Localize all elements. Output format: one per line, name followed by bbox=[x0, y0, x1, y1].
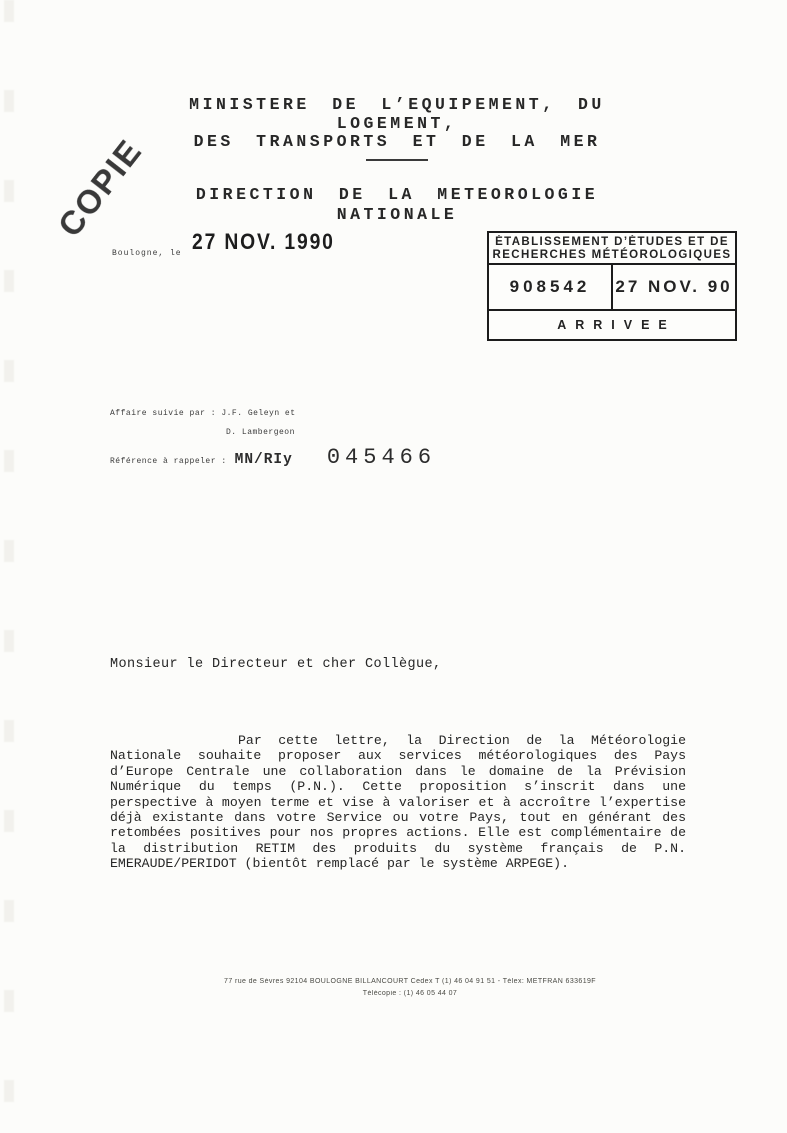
scan-artifacts bbox=[4, 0, 14, 1133]
salutation: Monsieur le Directeur et cher Collègue, bbox=[110, 657, 442, 672]
stamp-middle-row bbox=[489, 265, 735, 311]
reference-line bbox=[110, 445, 530, 470]
letterhead bbox=[108, 96, 686, 225]
place-date-label: Boulogne, le bbox=[112, 249, 182, 258]
footer-fax-line: Télécopie : (1) 46 05 44 07 bbox=[362, 990, 458, 997]
reference-label: Référence à rappeler : bbox=[110, 457, 227, 466]
header-divider-rule bbox=[366, 159, 428, 161]
direction-title bbox=[108, 185, 686, 225]
reference-number: 045466 bbox=[326, 445, 437, 470]
stamp-org-line-1: ÉTABLISSEMENT D’ÉTUDES ET DE bbox=[495, 236, 729, 248]
affaire-suivie-line: Affaire suivie par : J.F. Geleyn et bbox=[110, 409, 296, 418]
footer-address-line: 77 rue de Sèvres 92104 BOULOGNE BILLANCOURT Cedex T (1) 46 04 91 51 - Télex: METFRAN 633619F bbox=[224, 978, 596, 985]
stamp-org-line-2: RECHERCHES MÉTÉOROLOGIQUES bbox=[492, 248, 732, 261]
stamp-arrival-date: 27 NOV. 90 bbox=[615, 277, 733, 296]
reference-block bbox=[110, 409, 530, 470]
ministry-line-3: DES TRANSPORTS ET DE LA MER bbox=[193, 132, 601, 151]
affaire-suivie-line-2: D. Lambergeon bbox=[226, 428, 295, 437]
stamp-registration-number: 908542 bbox=[489, 265, 613, 309]
ministry-title bbox=[108, 96, 686, 152]
stamp-organization bbox=[489, 233, 735, 265]
arrival-stamp-box bbox=[487, 231, 737, 341]
ministry-line-2: LOGEMENT, bbox=[336, 113, 458, 133]
reference-code: MN/RIy bbox=[234, 452, 293, 468]
stamp-status-label: ARRIVEE bbox=[557, 318, 676, 332]
letter-body-paragraph: Par cette lettre, la Direction de la Météorologie Nationale souhaite proposer aux services météorologiques des Pays d’Europe Centrale une collaboration dans le domaine de la Prévision Numérique du temps (P.N.). Cette proposition s’inscrit dans une perspective à moyen terme et vise à valoriser et à accroître l’expertise déjà existante dans votre Service ou votre Pays, tout en générant des retombées positives pour nos propres actions. Elle est complémentaire de la distribution RETIM des produits du système français de P.N. EMERAUDE/PERIDOT (bientôt remplacé par le système ARPEGE). bbox=[110, 733, 686, 872]
direction-line-2: NATIONALE bbox=[336, 204, 458, 224]
direction-line-1: DIRECTION DE LA METEOROLOGIE bbox=[195, 184, 599, 204]
footer-address-block bbox=[90, 976, 730, 1000]
date-stamp: 27 NOV. 1990 bbox=[192, 230, 335, 255]
ministry-line-1: MINISTERE DE L’EQUIPEMENT, DU bbox=[189, 95, 605, 114]
copie-stamp-text: COPIE bbox=[50, 131, 149, 244]
